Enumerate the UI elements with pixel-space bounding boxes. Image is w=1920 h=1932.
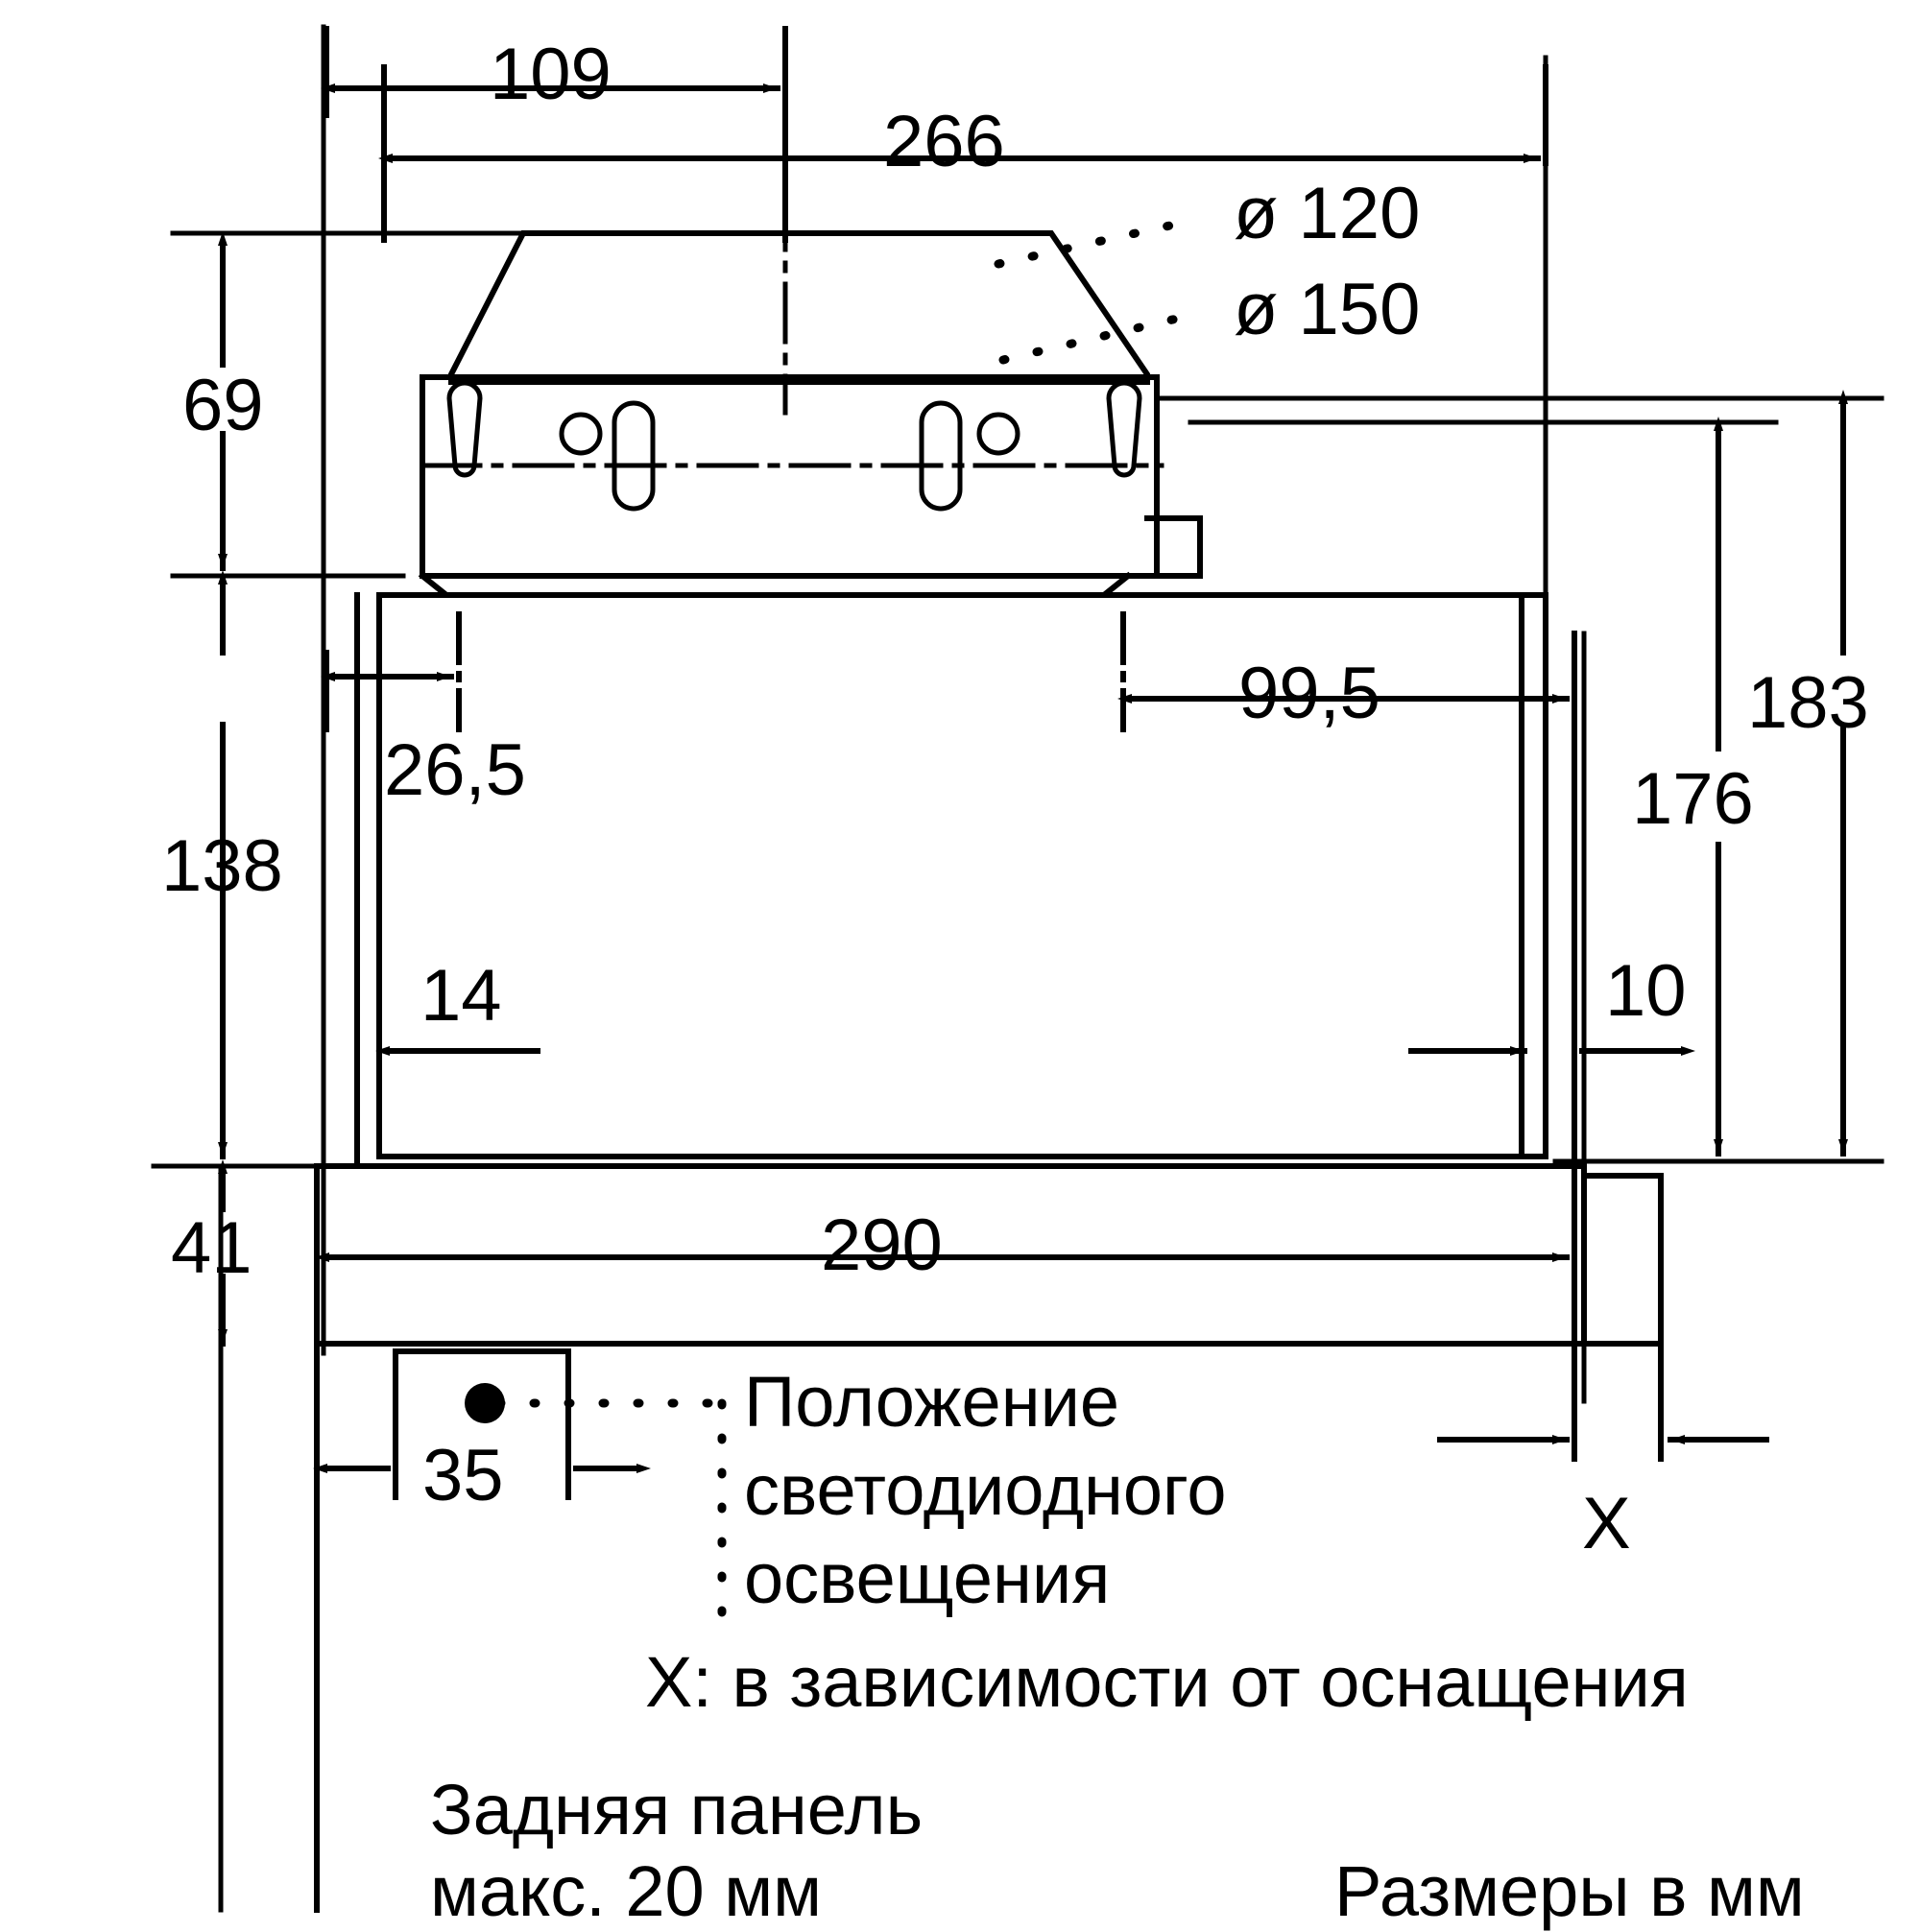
dimension-label-41: 41 xyxy=(171,1207,252,1289)
dimension-label-diameter-150: ø 150 xyxy=(1234,269,1421,350)
dimension-label-diameter-120: ø 120 xyxy=(1234,173,1421,254)
dimension-label-99-5: 99,5 xyxy=(1238,653,1380,734)
dimension-label-35: 35 xyxy=(422,1435,504,1516)
keyhole-slots xyxy=(449,383,1140,509)
dimension-label-183: 183 xyxy=(1747,662,1869,744)
dimension-label-138: 138 xyxy=(161,825,283,907)
hood-body xyxy=(357,595,1574,1161)
dimension-label-X: X xyxy=(1582,1483,1631,1564)
dimension-label-10: 10 xyxy=(1605,950,1687,1032)
diameter-leader-150 xyxy=(1003,312,1205,360)
annotation-x-note: X: в зависимости от оснащения xyxy=(645,1642,1689,1722)
motor-housing xyxy=(422,377,1200,595)
diameter-leader-120 xyxy=(998,219,1200,264)
dimension-label-109: 109 xyxy=(490,34,612,115)
annotation-led-position-line3: освещения xyxy=(744,1538,1111,1618)
annotation-units-note: Размеры в мм xyxy=(1334,1851,1805,1931)
dimension-X xyxy=(1440,1344,1766,1459)
dimension-label-69: 69 xyxy=(182,365,264,446)
dimension-label-26-5: 26,5 xyxy=(384,729,526,811)
dimension-label-290: 290 xyxy=(821,1205,943,1286)
duct-outline xyxy=(451,233,1147,382)
led-leader xyxy=(499,1403,725,1622)
dimension-label-266: 266 xyxy=(883,101,1005,182)
dimension-26-5 xyxy=(326,614,459,729)
annotation-back-panel-line1: Задняя панель xyxy=(430,1770,924,1849)
dimension-label-14: 14 xyxy=(420,955,502,1037)
annotation-led-position-line1: Положение xyxy=(744,1362,1120,1442)
led-dot xyxy=(465,1383,505,1423)
dimension-label-176: 176 xyxy=(1632,758,1754,840)
annotation-led-position-line2: светодиодного xyxy=(744,1450,1227,1530)
annotation-back-panel-line2: макс. 20 мм xyxy=(430,1851,822,1931)
